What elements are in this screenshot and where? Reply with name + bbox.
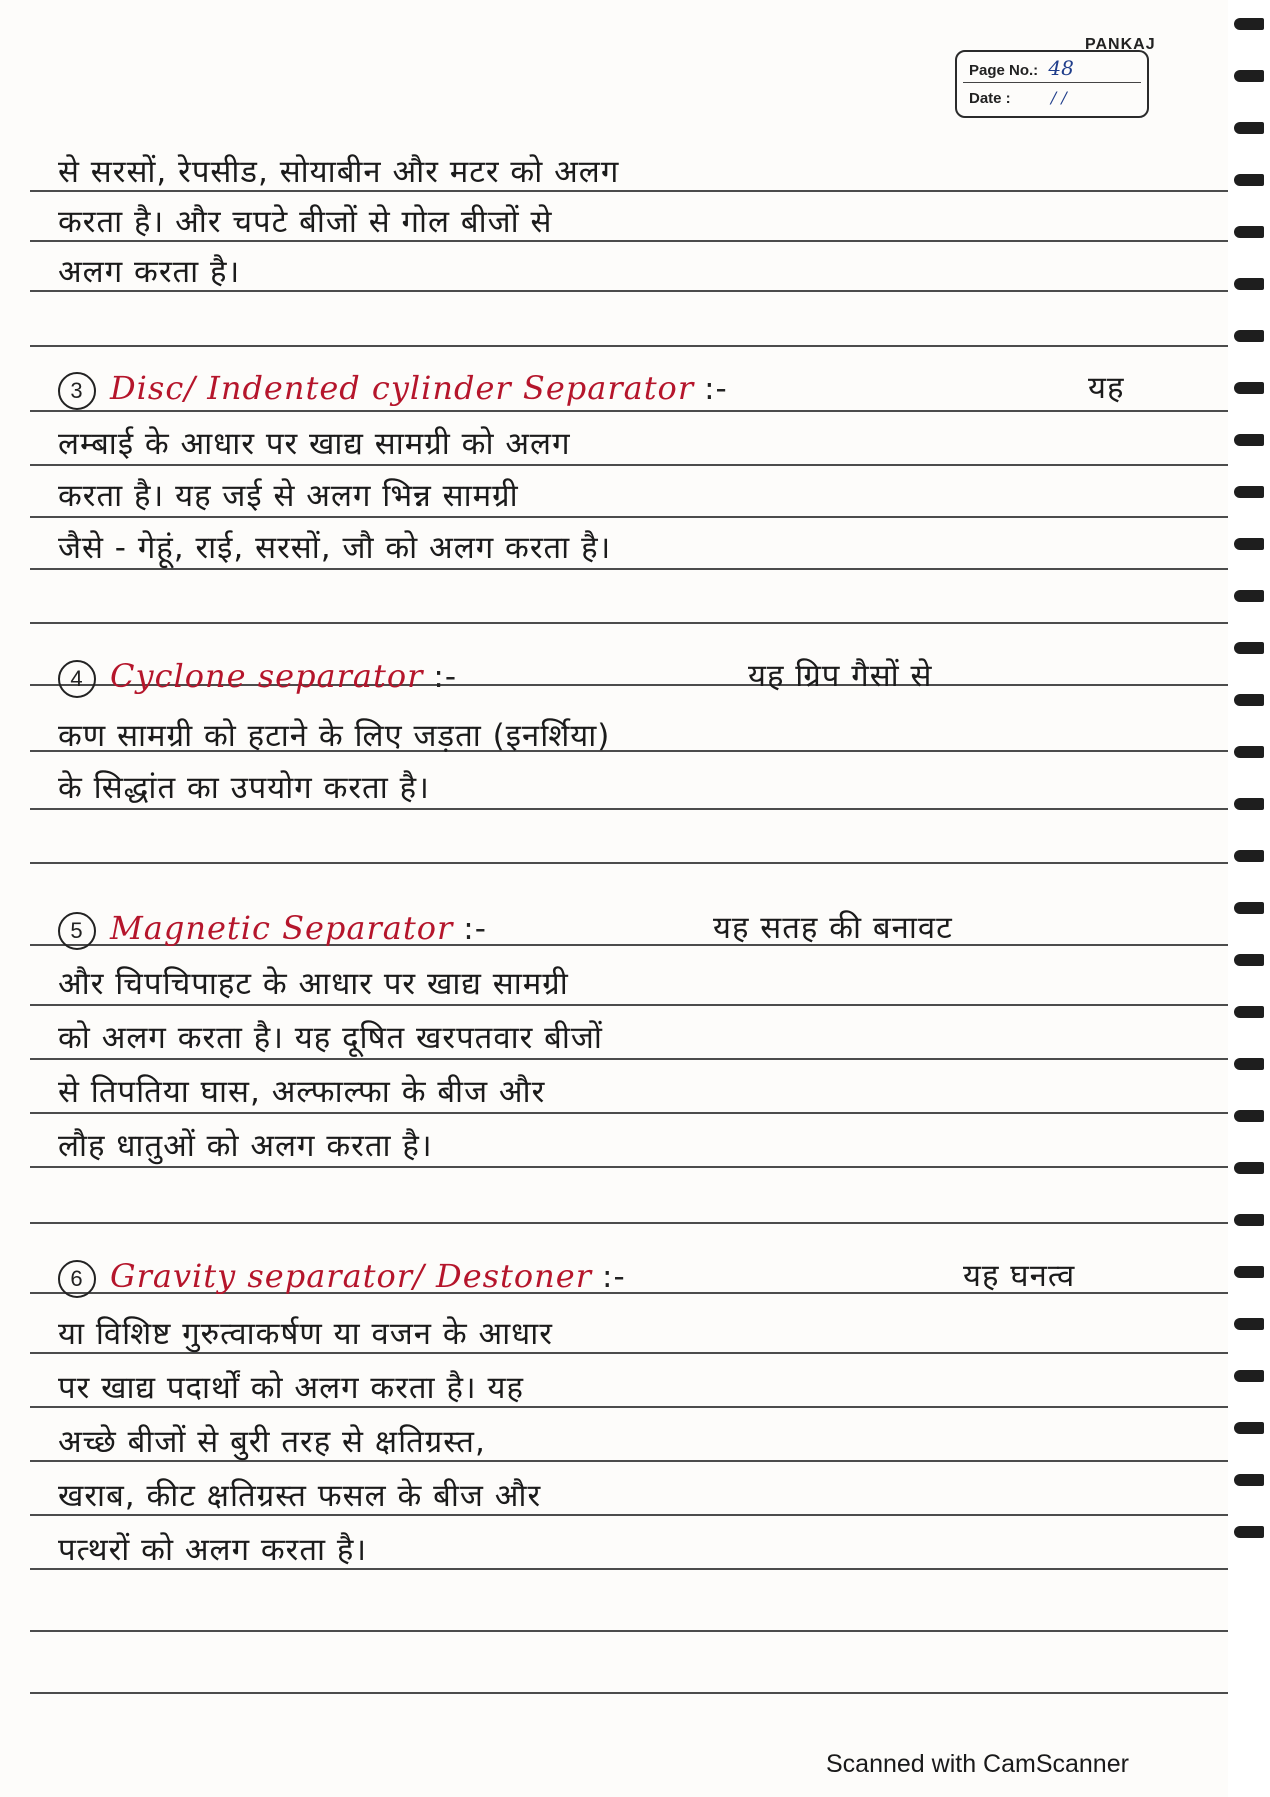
section-3-line-1: लम्बाई के आधार पर खाद्य सामग्री को अलग — [58, 426, 571, 462]
section-title: Cyclone separator — [110, 657, 424, 695]
spiral-hole — [1234, 382, 1264, 394]
spiral-hole — [1234, 18, 1264, 30]
page-number-label: Page No.: — [969, 62, 1039, 79]
spiral-hole — [1234, 1162, 1264, 1174]
spiral-hole — [1234, 1110, 1264, 1122]
section-title: Magnetic Separator — [110, 909, 454, 947]
spiral-hole — [1234, 1266, 1264, 1278]
spiral-hole — [1234, 1318, 1264, 1330]
section-6-line-5: पत्थरों को अलग करता है। — [58, 1532, 368, 1568]
spiral-hole — [1234, 434, 1264, 446]
spiral-hole — [1234, 226, 1264, 238]
section-3-line-3: जैसे - गेहूं, राई, सरसों, जौ को अलग करता है। — [58, 530, 612, 566]
scanner-watermark: Scanned with CamScanner — [826, 1750, 1129, 1778]
ruled-line — [30, 1222, 1240, 1224]
date-label: Date : — [969, 90, 1011, 107]
section-lead: यह सतह की बनावट — [713, 910, 953, 946]
section-6-line-2: पर खाद्य पदार्थों को अलग करता है। यह — [58, 1370, 524, 1406]
section-number: 6 — [58, 1260, 96, 1298]
date-value: / / — [1050, 88, 1067, 107]
section-6-line-3: अच्छे बीजों से बुरी तरह से क्षतिग्रस्त, — [58, 1424, 486, 1460]
spiral-hole — [1234, 1058, 1264, 1070]
ruled-line — [30, 862, 1240, 864]
spiral-hole — [1234, 798, 1264, 810]
ruled-line — [30, 1630, 1240, 1632]
section-separator: :- — [433, 659, 458, 695]
section-number: 3 — [58, 372, 96, 410]
section-6-line-4: खराब, कीट क्षतिग्रस्त फसल के बीज और — [58, 1478, 542, 1514]
spiral-hole — [1234, 1422, 1264, 1434]
section-6-line-1: या विशिष्ट गुरुत्वाकर्षण या वजन के आधार — [58, 1316, 553, 1352]
ruled-line — [30, 345, 1240, 347]
section-separator: :- — [704, 371, 728, 407]
spiral-hole — [1234, 694, 1264, 706]
section-5-line-3: से तिपतिया घास, अल्फाल्फा के बीज और — [58, 1074, 546, 1110]
section-5-line-1: और चिपचिपाहट के आधार पर खाद्य सामग्री — [58, 966, 569, 1002]
intro-line-3: अलग करता है। — [58, 254, 241, 290]
spiral-hole — [1234, 642, 1264, 654]
section-3-line-2: करता है। यह जई से अलग भिन्न सामग्री — [58, 478, 519, 514]
section-3-heading — [58, 362, 1208, 414]
spiral-hole — [1234, 278, 1264, 290]
spiral-hole — [1234, 902, 1264, 914]
spiral-hole — [1234, 174, 1264, 186]
section-lead: यह ग्रिप गैसों से — [748, 658, 933, 694]
spiral-hole — [1234, 850, 1264, 862]
notebook-brand: PANKAJ — [1085, 36, 1156, 53]
page-info-box — [955, 50, 1149, 118]
section-separator: :- — [602, 1259, 626, 1295]
ruled-line — [30, 622, 1240, 624]
spiral-hole — [1234, 1006, 1264, 1018]
section-5-heading — [58, 902, 1208, 954]
spiral-hole — [1234, 590, 1264, 602]
section-6-heading — [58, 1250, 1208, 1302]
spiral-hole — [1234, 1214, 1264, 1226]
spiral-hole — [1234, 486, 1264, 498]
spiral-hole — [1234, 122, 1264, 134]
spiral-hole — [1234, 70, 1264, 82]
spiral-hole — [1234, 538, 1264, 550]
page-info-divider — [963, 82, 1141, 83]
section-4-heading — [58, 650, 1208, 702]
spiral-binding — [1228, 0, 1270, 1797]
ruled-line — [30, 1692, 1240, 1694]
date-row — [969, 88, 1067, 107]
section-number: 4 — [58, 660, 96, 698]
section-title: Gravity separator/ Destoner — [110, 1257, 593, 1295]
spiral-hole — [1234, 1474, 1264, 1486]
spiral-hole — [1234, 746, 1264, 758]
section-5-line-2: को अलग करता है। यह दूषित खरपतवार बीजों — [58, 1020, 603, 1056]
spiral-hole — [1234, 1370, 1264, 1382]
intro-line-2: करता है। और चपटे बीजों से गोल बीजों से — [58, 204, 553, 240]
section-separator: :- — [463, 911, 487, 947]
spiral-hole — [1234, 954, 1264, 966]
section-title: Disc/ Indented cylinder Separator — [110, 369, 695, 407]
section-5-line-4: लौह धातुओं को अलग करता है। — [58, 1128, 433, 1164]
page-number-value: 48 — [1048, 56, 1074, 80]
section-lead: यह — [1088, 370, 1125, 406]
section-lead: यह घनत्व — [963, 1258, 1076, 1294]
page-number-row — [969, 56, 1074, 80]
spiral-hole — [1234, 1526, 1264, 1538]
section-4-line-1: कण सामग्री को हटाने के लिए जड़ता (इनर्शिया) — [58, 718, 611, 754]
spiral-hole — [1234, 330, 1264, 342]
section-number: 5 — [58, 912, 96, 950]
section-4-line-2: के सिद्धांत का उपयोग करता है। — [58, 770, 430, 806]
intro-line-1: से सरसों, रेपसीड, सोयाबीन और मटर को अलग — [58, 154, 620, 190]
